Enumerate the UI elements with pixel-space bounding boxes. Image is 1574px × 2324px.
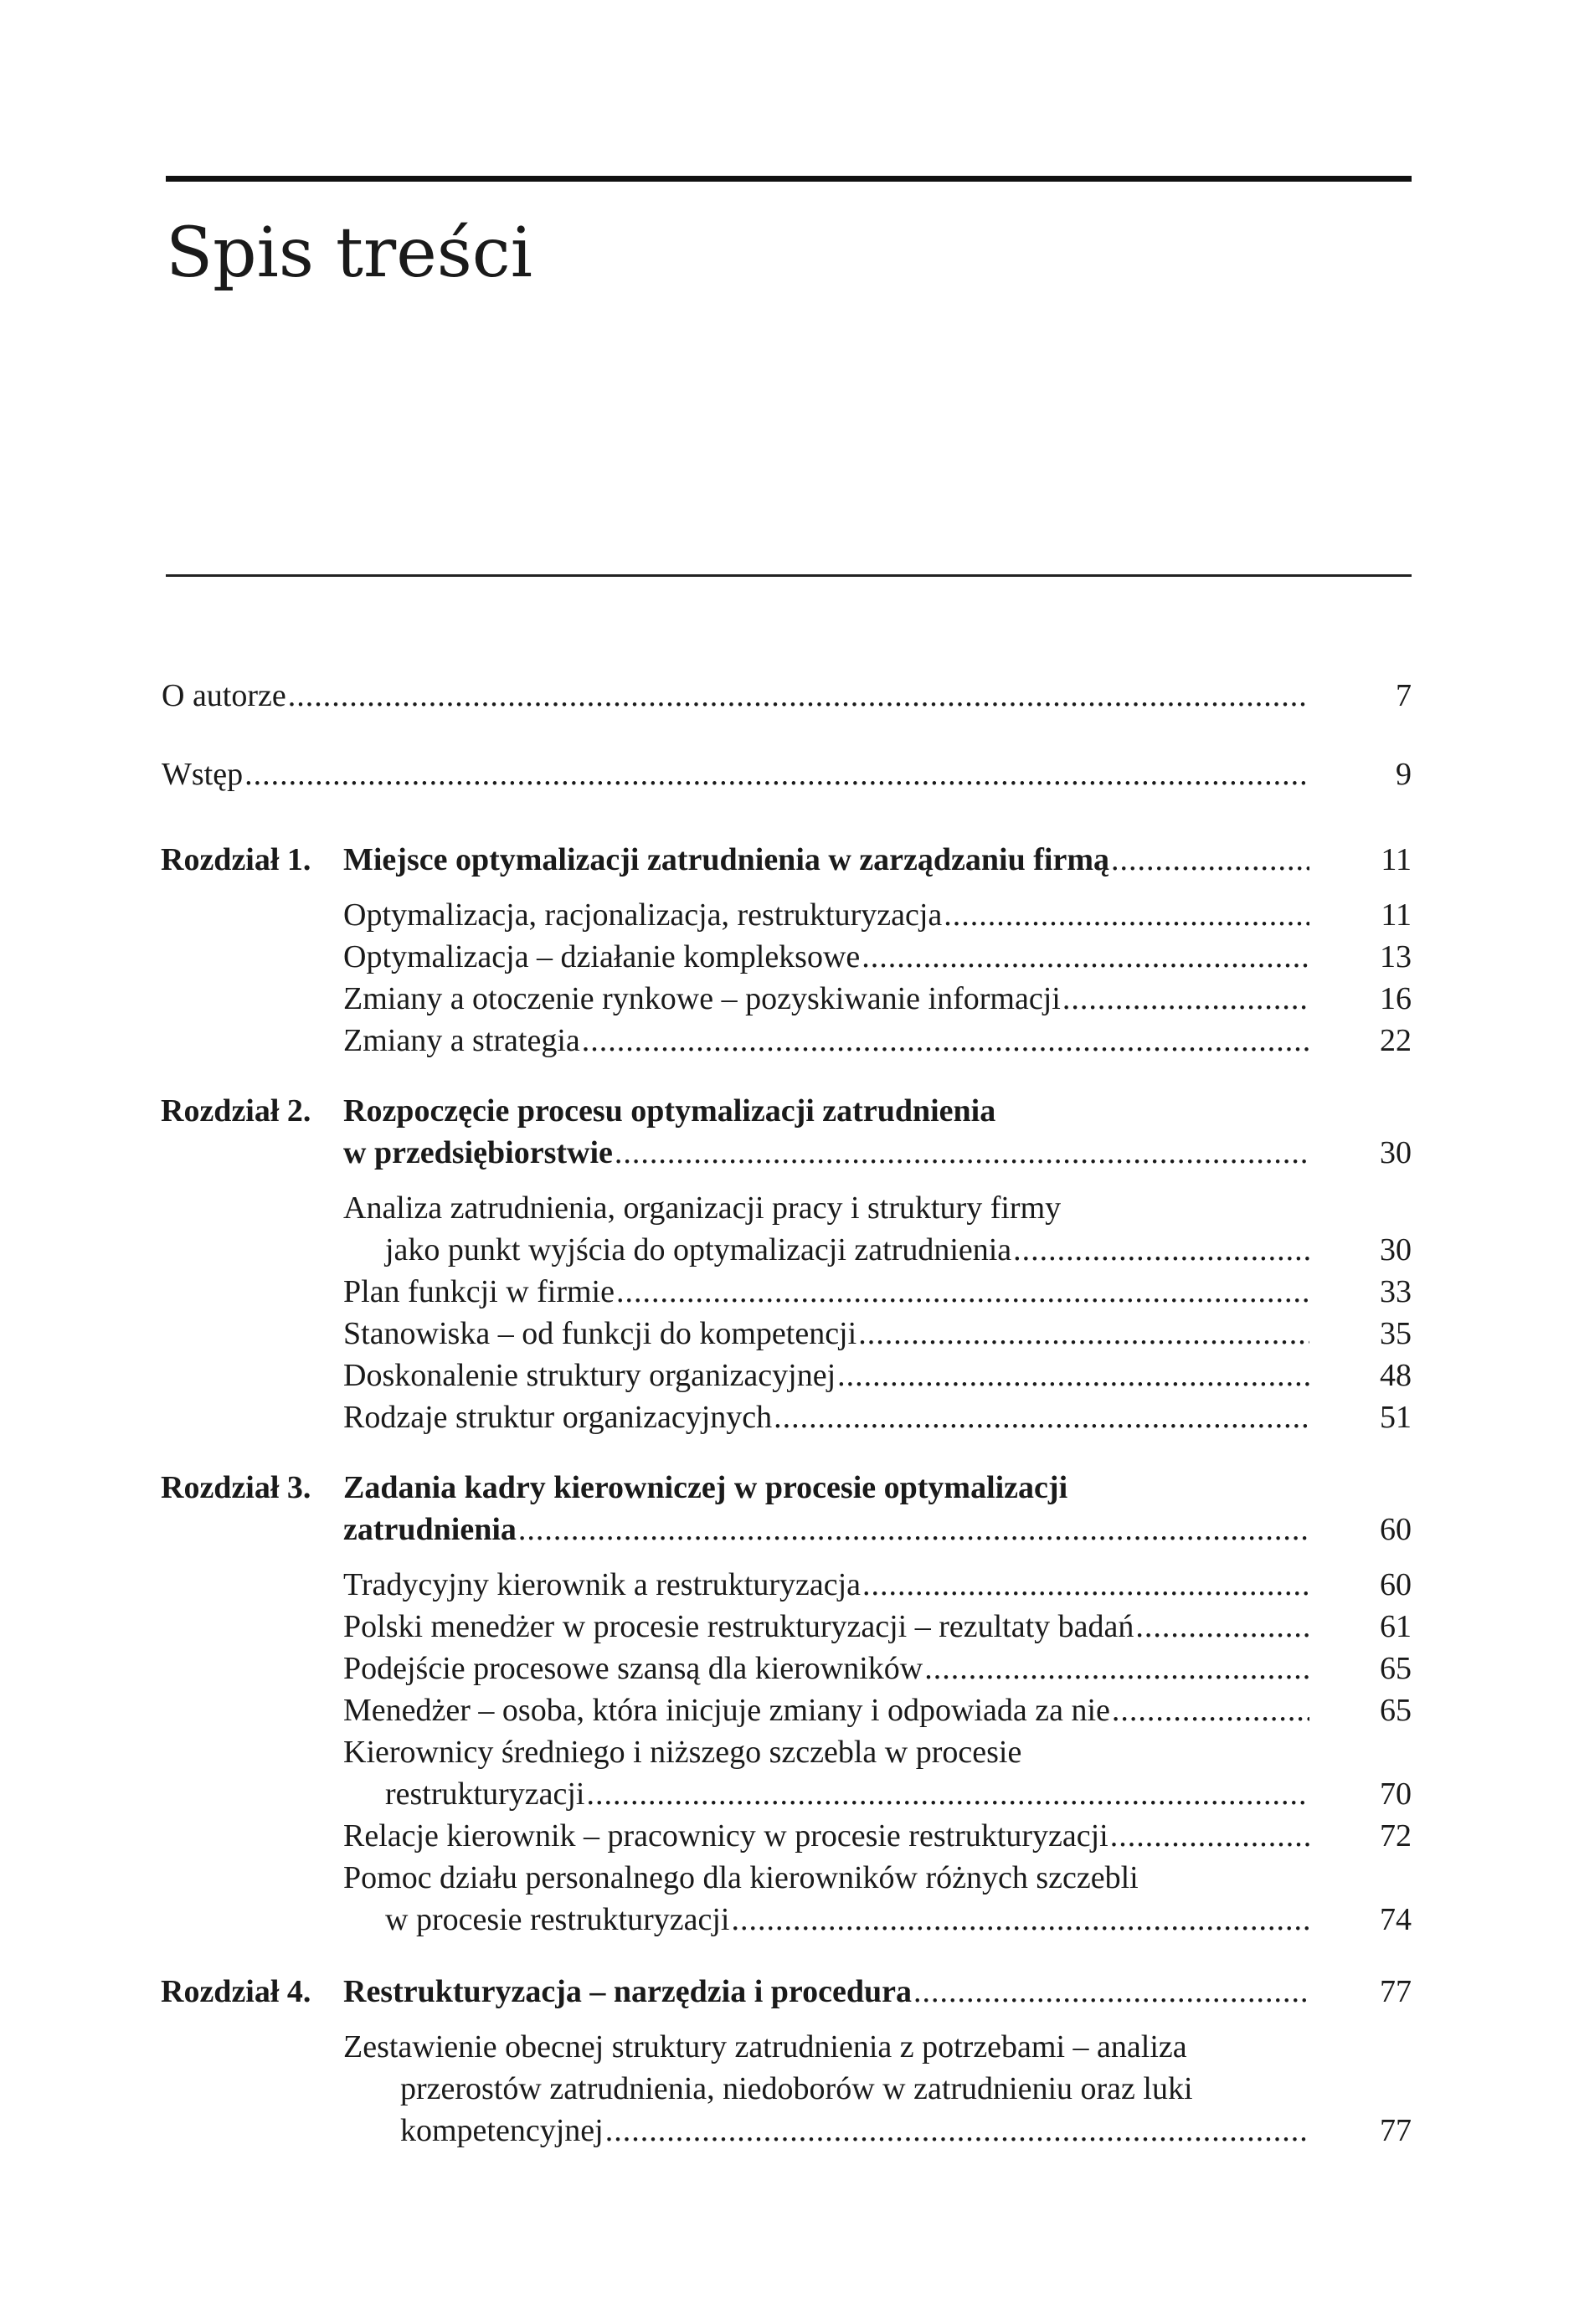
section-entry-text: Relacje kierownik – pracownicy w procesie restrukturyzacji	[343, 1818, 1108, 1854]
page-title: Spis treści	[166, 213, 532, 293]
page-number: 65	[1380, 1651, 1412, 1686]
page-number: 61	[1380, 1609, 1412, 1644]
leader-dots	[518, 1510, 1309, 1549]
section-entry-text: przerostów zatrudnienia, niedoborów w zatrudnieniu oraz luki	[400, 2071, 1193, 2106]
leader-dots	[837, 1356, 1309, 1395]
chapter-label: Rozdział 3.	[161, 1470, 311, 1505]
leader-dots	[586, 1775, 1309, 1813]
leader-dots	[1110, 1817, 1309, 1855]
section-entry	[385, 1231, 1316, 1269]
leader-dots	[944, 896, 1309, 934]
leader-dots	[1111, 841, 1309, 879]
leader-dots	[1013, 1231, 1309, 1269]
page-number: 11	[1381, 842, 1412, 877]
toc-entry	[162, 755, 1316, 794]
section-entry-text: Tradycyjny kierownik a restrukturyzacja	[343, 1567, 862, 1602]
page-number: 9	[1396, 757, 1412, 792]
leader-dots	[913, 1972, 1309, 2011]
section-entry	[343, 1398, 1316, 1437]
leader-dots	[605, 2111, 1309, 2150]
section-entry	[343, 938, 1316, 976]
section-entry	[385, 1775, 1316, 1813]
chapter-title	[343, 1510, 1316, 1549]
chapter-title	[343, 1092, 995, 1130]
section-entry-text: Zestawienie obecnej struktury zatrudnienia z potrzebami – analiza	[343, 2029, 1187, 2064]
page-number: 51	[1380, 1400, 1412, 1435]
section-entry	[343, 1566, 1316, 1604]
chapter-title	[343, 1134, 1316, 1172]
section-entry-text: Zmiany a strategia	[343, 1023, 580, 1058]
section-entry-text: Analiza zatrudnienia, organizacji pracy i struktury firmy	[343, 1190, 1062, 1226]
section-entry	[400, 2111, 1316, 2150]
leader-dots	[1112, 1691, 1309, 1730]
toc-entry-text: O autorze	[162, 678, 286, 713]
page-number: 30	[1380, 1135, 1412, 1170]
leader-dots	[862, 938, 1309, 976]
section-entry	[343, 1859, 1139, 1897]
page-number: 72	[1380, 1818, 1412, 1854]
page-number: 22	[1380, 1023, 1412, 1058]
page-number: 7	[1396, 678, 1412, 713]
chapter-title-text: zatrudnienia	[343, 1512, 517, 1547]
toc-entry-text: Wstęp	[162, 757, 244, 792]
leader-dots	[582, 1021, 1309, 1060]
section-entry	[343, 979, 1316, 1018]
section-entry-text: Plan funkcji w firmie	[343, 1274, 615, 1309]
section-entry-text: Pomoc działu personalnego dla kierowników różnych szczebli	[343, 1860, 1139, 1895]
page-number: 77	[1380, 2113, 1412, 2148]
page-number: 60	[1380, 1567, 1412, 1602]
leader-dots	[616, 1273, 1309, 1311]
section-entry	[343, 2028, 1187, 2066]
leader-dots	[732, 1900, 1310, 1939]
page-number: 65	[1380, 1693, 1412, 1728]
page-number: 35	[1380, 1316, 1412, 1351]
section-entry-text: Polski menedżer w procesie restrukturyzacji – rezultaty badań	[343, 1609, 1134, 1644]
leader-dots	[244, 755, 1309, 794]
page-number: 74	[1380, 1902, 1412, 1937]
leader-dots	[774, 1398, 1309, 1437]
page-number: 60	[1380, 1512, 1412, 1547]
page-number: 11	[1381, 897, 1412, 933]
section-entry	[343, 1356, 1316, 1395]
chapter-label: Rozdział 1.	[161, 842, 311, 877]
section-entry-text: Optymalizacja, racjonalizacja, restrukturyzacja	[343, 897, 943, 933]
section-entry	[343, 1189, 1061, 1227]
chapter-title	[343, 1972, 1316, 2011]
section-entry-text: Kierownicy średniego i niższego szczebla w procesie	[343, 1735, 1022, 1770]
section-entry-text: Doskonalenie struktury organizacyjnej	[343, 1358, 836, 1393]
section-entry	[385, 1900, 1316, 1939]
page-number: 13	[1380, 939, 1412, 974]
section-entry	[343, 1273, 1316, 1311]
section-entry	[400, 2069, 1193, 2108]
leader-dots	[924, 1649, 1309, 1688]
section-entry	[343, 1817, 1316, 1855]
section-entry-text: restrukturyzacji	[385, 1776, 585, 1812]
page-number: 77	[1380, 1974, 1412, 2009]
leader-dots	[862, 1566, 1309, 1604]
chapter-title-text: Restrukturyzacja – narzędzia i procedura	[343, 1974, 912, 2009]
section-entry-text: Podejście procesowe szansą dla kierowników	[343, 1651, 923, 1686]
section-entry	[343, 1021, 1316, 1060]
toc-entry	[162, 676, 1316, 715]
section-entry-text: w procesie restrukturyzacji	[385, 1902, 730, 1937]
section-entry-text: jako punkt wyjścia do optymalizacji zatrudnienia	[385, 1232, 1012, 1267]
chapter-title-text: Rozpoczęcie procesu optymalizacji zatrudnienia	[343, 1093, 996, 1129]
section-entry	[343, 1733, 1021, 1771]
section-entry-text: Stanowiska – od funkcji do kompetencji	[343, 1316, 857, 1351]
section-entry-text: Optymalizacja – działanie kompleksowe	[343, 939, 861, 974]
section-entry	[343, 1607, 1316, 1646]
section-entry	[343, 1691, 1316, 1730]
leader-dots	[288, 676, 1309, 715]
page-number: 48	[1380, 1358, 1412, 1393]
chapter-title	[343, 1468, 1067, 1507]
page-number: 16	[1380, 981, 1412, 1016]
page-number: 33	[1380, 1274, 1412, 1309]
chapter-title-text: Miejsce optymalizacji zatrudnienia w zarządzaniu firmą	[343, 842, 1109, 877]
section-entry-text: Menedżer – osoba, która inicjuje zmiany i odpowiada za nie	[343, 1693, 1110, 1728]
chapter-label: Rozdział 4.	[161, 1974, 311, 2009]
page-number: 70	[1380, 1776, 1412, 1812]
chapter-title	[343, 841, 1316, 879]
chapter-title-text: Zadania kadry kierowniczej w procesie optymalizacji	[343, 1470, 1068, 1505]
section-entry-text: Zmiany a otoczenie rynkowe – pozyskiwanie informacji	[343, 981, 1061, 1016]
chapter-title-text: w przedsiębiorstwie	[343, 1135, 613, 1170]
section-entry	[343, 1314, 1316, 1353]
leader-dots	[1062, 979, 1309, 1018]
page-number: 30	[1380, 1232, 1412, 1267]
leader-dots	[858, 1314, 1309, 1353]
section-entry-text: kompetencyjnej	[400, 2113, 604, 2148]
section-entry-text: Rodzaje struktur organizacyjnych	[343, 1400, 773, 1435]
leader-dots	[615, 1134, 1309, 1172]
chapter-label: Rozdział 2.	[161, 1093, 311, 1129]
section-entry	[343, 1649, 1316, 1688]
section-entry	[343, 896, 1316, 934]
leader-dots	[1135, 1607, 1309, 1646]
